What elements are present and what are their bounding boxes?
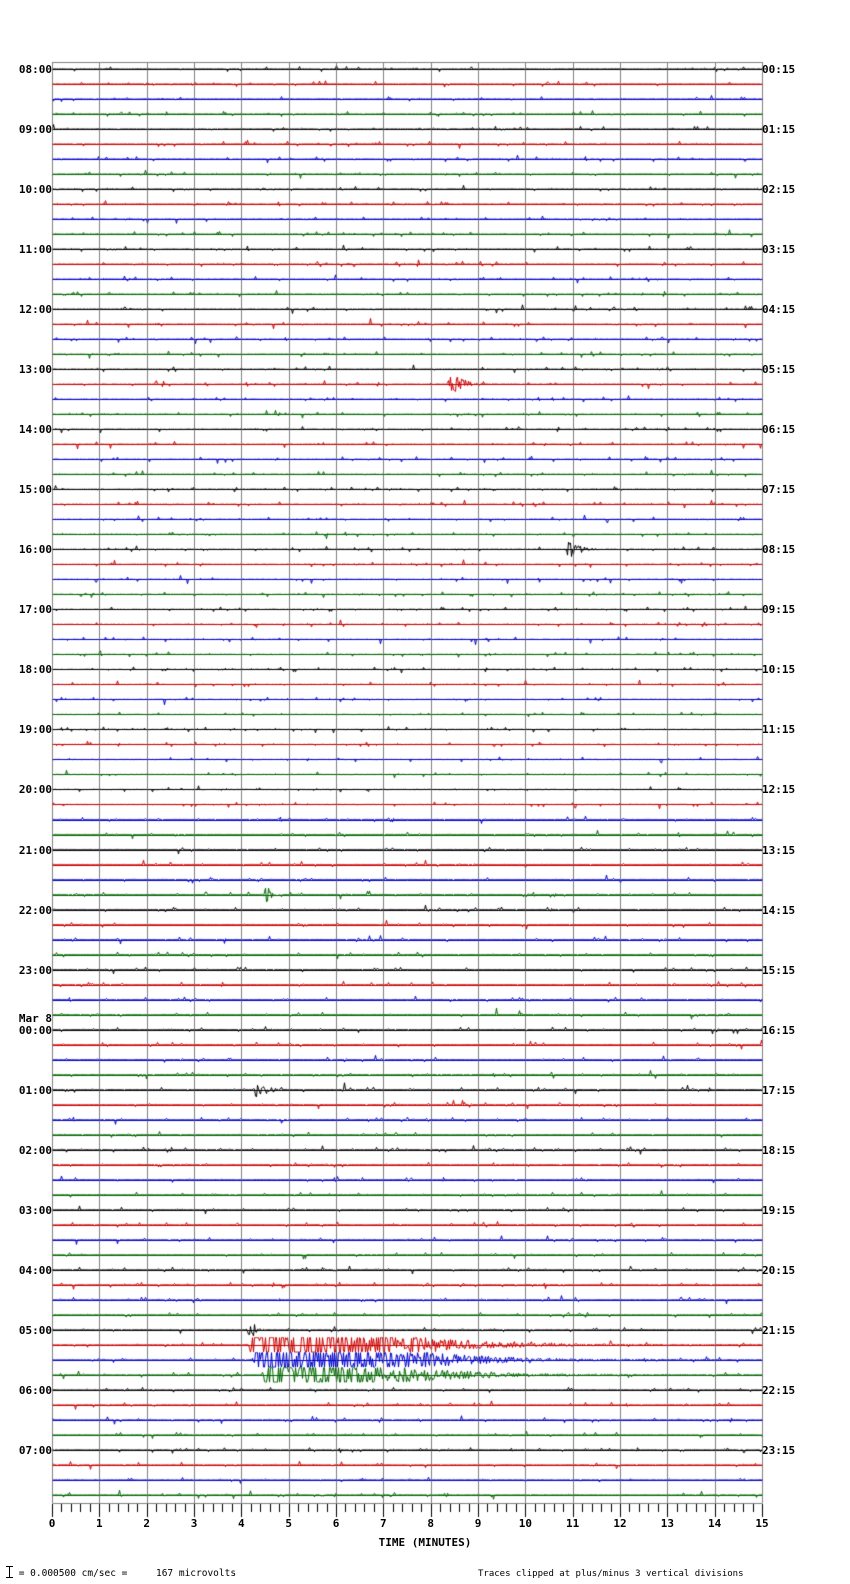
x-tick-label: 12: [613, 1517, 627, 1530]
x-axis-title: TIME (MINUTES): [378, 1536, 472, 1549]
footer-scale-text: = 0.000500 cm/sec = 167 microvolts: [13, 1568, 237, 1579]
right-time-label: 09:15: [762, 603, 796, 617]
left-time-label: 06:00: [18, 1383, 52, 1397]
left-time-label: 02:00: [18, 1143, 52, 1157]
left-time-label: 07:00: [18, 1443, 52, 1457]
right-time-label: 19:15: [762, 1203, 796, 1217]
right-time-label: 18:15: [762, 1143, 796, 1157]
x-tick-label: 1: [96, 1517, 103, 1530]
x-tick-label: 2: [143, 1517, 150, 1530]
x-tick-label: 10: [518, 1517, 532, 1530]
right-time-label: 04:15: [762, 303, 796, 317]
right-time-label: 13:15: [762, 843, 796, 857]
x-tick-label: 13: [660, 1517, 674, 1530]
right-time-label: 01:15: [762, 123, 796, 137]
left-time-label: 18:00: [18, 663, 52, 677]
right-time-label: 15:15: [762, 963, 796, 977]
left-time-label: 12:00: [18, 303, 52, 317]
left-time-label: 00:00: [18, 1023, 52, 1037]
left-time-label: 08:00: [18, 63, 52, 76]
left-time-label: 04:00: [18, 1263, 52, 1277]
x-tick-label: 14: [708, 1517, 722, 1530]
right-time-label: 11:15: [762, 723, 796, 737]
left-time-label: 22:00: [18, 903, 52, 917]
right-time-label: 23:15: [762, 1443, 796, 1457]
right-time-label: 21:15: [762, 1323, 796, 1337]
right-time-label: 16:15: [762, 1023, 796, 1037]
right-time-label: 06:15: [762, 423, 796, 437]
footer-scale-note: [6, 1566, 236, 1580]
footer-clip-note: Traces clipped at plus/minus 3 vertical divisions: [478, 1569, 744, 1579]
x-tick-label: 3: [190, 1517, 198, 1530]
x-tick-label: 0: [48, 1517, 56, 1530]
left-time-label: 03:00: [18, 1203, 52, 1217]
left-time-label: 21:00: [18, 843, 52, 857]
x-tick-label: 8: [427, 1517, 434, 1530]
x-tick-label: 15: [755, 1517, 769, 1530]
left-time-label: Mar 8: [18, 1011, 52, 1025]
right-time-label: 14:15: [762, 903, 796, 917]
left-time-label: 13:00: [18, 363, 52, 377]
x-tick-label: 9: [474, 1517, 482, 1530]
right-time-label: 03:15: [762, 243, 796, 257]
right-time-label: 22:15: [762, 1383, 796, 1397]
left-time-label: 09:00: [18, 123, 52, 137]
right-time-label: 10:15: [762, 663, 796, 677]
x-tick-label: 5: [285, 1517, 292, 1530]
right-time-label: 12:15: [762, 783, 796, 797]
left-time-label: 19:00: [18, 723, 52, 737]
right-time-label: 05:15: [762, 363, 796, 377]
x-tick-label: 7: [380, 1517, 387, 1530]
left-time-label: 16:00: [18, 543, 52, 557]
left-time-label: 23:00: [18, 963, 52, 977]
left-time-label: 17:00: [18, 603, 52, 617]
left-time-label: 14:00: [18, 423, 52, 437]
right-time-label: 20:15: [762, 1263, 796, 1277]
right-time-label: 07:15: [762, 483, 796, 497]
right-time-label: 02:15: [762, 183, 796, 197]
footer-scale-bar-icon: [6, 1566, 13, 1578]
left-time-label: 15:00: [18, 483, 52, 497]
right-time-label: 08:15: [762, 543, 796, 557]
left-time-label: 20:00: [18, 783, 52, 797]
left-time-label: 01:00: [18, 1083, 52, 1097]
right-time-label: 17:15: [762, 1083, 796, 1097]
x-tick-label: 6: [332, 1517, 340, 1530]
left-time-label: 05:00: [18, 1323, 52, 1337]
right-time-label: 00:15: [762, 63, 796, 76]
x-tick-label: 11: [566, 1517, 580, 1530]
left-time-label: 10:00: [18, 183, 52, 197]
x-tick-label: 4: [238, 1517, 245, 1530]
left-time-label: 11:00: [18, 243, 52, 257]
